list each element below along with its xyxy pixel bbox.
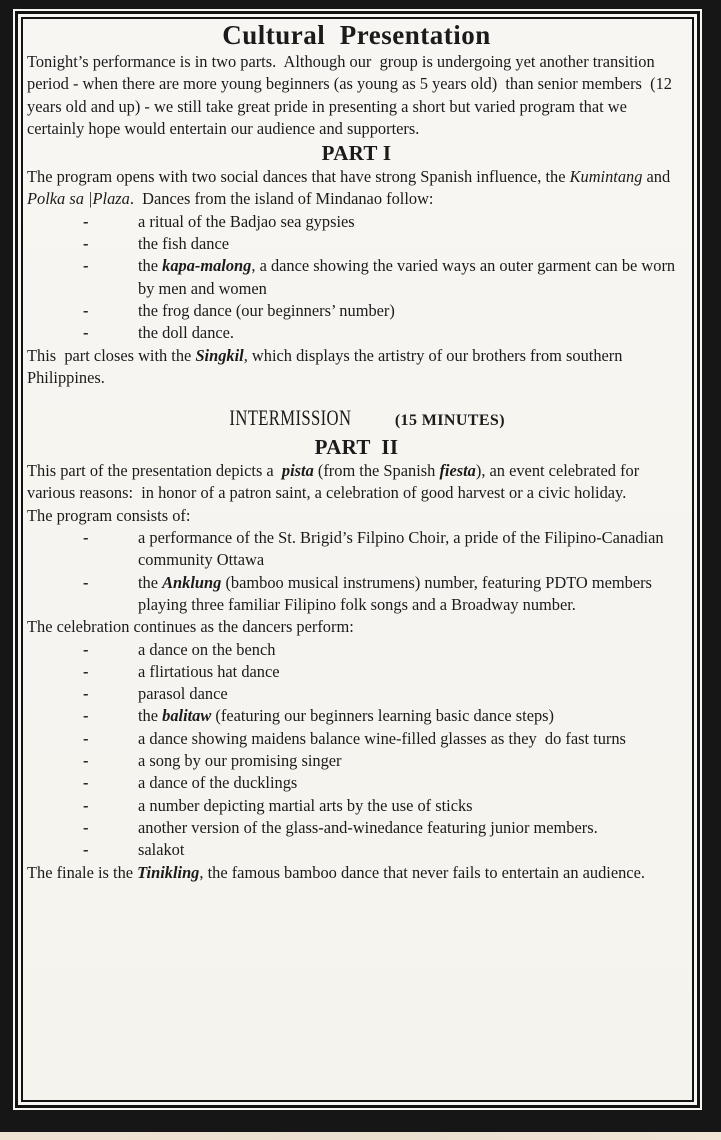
text-segment: the xyxy=(138,706,163,726)
text-segment: a dance showing maidens balance wine-filled glasses as they do fast turns xyxy=(138,728,626,748)
document-frame xyxy=(13,9,702,1110)
program-consists-label: The program consists of: xyxy=(27,505,191,525)
list-item xyxy=(27,255,686,300)
intermission-duration: (15 MINUTES) xyxy=(394,412,505,430)
list-item-dash: - xyxy=(83,684,89,704)
text-segment: This part of the presentation depicts a xyxy=(27,461,282,481)
list-item-dash: - xyxy=(83,773,89,793)
text-segment: a number depicting martial arts by the use of sticks xyxy=(138,795,473,815)
list-item xyxy=(27,211,686,233)
outer-border xyxy=(15,11,700,1108)
list-item xyxy=(27,750,686,772)
text-segment: (bamboo musical instrumens) number, featuring PDTO members playing three familiar Filipino folk songs and a Broadway number. xyxy=(138,572,657,614)
list-item xyxy=(27,795,686,817)
text-segment: The program opens with two social dances that have strong Spanish influence, the xyxy=(27,167,570,187)
text-segment: and xyxy=(642,167,675,187)
text-segment: another version of the glass-and-winedance featuring junior members. xyxy=(138,817,598,837)
text-segment: the fish dance xyxy=(138,234,230,254)
list-item xyxy=(27,839,686,861)
list-item-text xyxy=(138,300,686,322)
list-item xyxy=(27,233,686,255)
list-item xyxy=(27,705,686,727)
text-segment: (from the Spanish xyxy=(313,461,440,481)
part1-heading: PART I xyxy=(321,141,392,166)
list-item xyxy=(27,661,686,683)
intermission-label: INTERMISSION xyxy=(229,405,352,431)
text-segment: Polka sa |Plaza xyxy=(27,189,130,209)
list-item-dash: - xyxy=(83,256,89,276)
list-item-text xyxy=(138,795,686,817)
page-title: Cultural Presentation xyxy=(222,20,491,50)
text-segment: salakot xyxy=(138,840,185,860)
list-item-text xyxy=(138,750,686,772)
list-item xyxy=(27,322,686,344)
list-item-dash: - xyxy=(83,795,89,815)
text-segment: . Dances from the island of Mindanao follow: xyxy=(129,189,434,209)
text-segment: pista xyxy=(281,461,314,481)
text-segment: a dance of the ducklings xyxy=(138,773,298,793)
text-segment: parasol dance xyxy=(138,684,228,704)
list-item-dash: - xyxy=(83,706,89,726)
list-item xyxy=(27,639,686,661)
list-item-dash: - xyxy=(83,528,89,548)
list-item-dash: - xyxy=(83,639,89,659)
list-item-dash: - xyxy=(83,751,89,771)
list-item xyxy=(27,572,686,617)
text-segment: , a dance showing the varied ways an outer garment can be worn by men and women xyxy=(138,256,680,298)
text-segment: Kumintang xyxy=(569,167,643,187)
list-item-text xyxy=(138,728,686,750)
text-segment: (featuring our beginners learning basic dance steps) xyxy=(211,706,555,726)
list-item-text xyxy=(138,322,686,344)
text-segment: a performance of the St. Brigid’s Filpino Choir, a pride of the Filipino-Canadian community Ottawa xyxy=(138,528,668,570)
text-segment: ), an event celebrated for various reasons: in honor of a patron saint, a celebration of good harvest or a civic holiday. xyxy=(27,461,644,503)
text-segment: the xyxy=(138,256,163,276)
program-page xyxy=(27,19,686,884)
text-segment: the xyxy=(138,572,163,592)
part1-dance-list xyxy=(27,211,686,345)
part2-opening-paragraph xyxy=(27,460,686,505)
part1-opening-paragraph xyxy=(27,166,686,211)
list-item-dash: - xyxy=(83,661,89,681)
list-item-text xyxy=(138,683,686,705)
text-segment: a flirtatious hat dance xyxy=(138,661,280,681)
list-item-text xyxy=(138,233,686,255)
text-segment: , the famous bamboo dance that never fails to entertain an audience. xyxy=(199,862,645,882)
scan-bottom-strip xyxy=(0,1132,721,1140)
list-item-dash: - xyxy=(83,211,89,231)
text-segment: the doll dance. xyxy=(138,323,235,343)
list-item-text xyxy=(138,817,686,839)
list-item-text xyxy=(138,839,686,861)
list-item xyxy=(27,817,686,839)
text-segment: a song by our promising singer xyxy=(138,751,342,771)
celebration-label: The celebration continues as the dancers perform: xyxy=(27,617,354,637)
list-item xyxy=(27,527,686,572)
list-item xyxy=(27,683,686,705)
text-segment: a dance on the bench xyxy=(138,639,276,659)
part1-closing-paragraph xyxy=(27,345,686,390)
program-consists-list xyxy=(27,527,686,616)
text-segment: balitaw xyxy=(162,706,212,726)
list-item-text xyxy=(138,639,686,661)
list-item-text xyxy=(138,772,686,794)
inner-border xyxy=(21,17,694,1102)
text-segment: the frog dance (our beginners’ number) xyxy=(138,300,395,320)
list-item-dash: - xyxy=(83,572,89,592)
list-item xyxy=(27,772,686,794)
list-item-dash: - xyxy=(83,323,89,343)
list-item-dash: - xyxy=(83,300,89,320)
celebration-dance-list xyxy=(27,639,686,862)
list-item-text xyxy=(138,527,686,572)
list-item-text xyxy=(138,705,686,727)
list-item xyxy=(27,728,686,750)
list-item-text xyxy=(138,661,686,683)
text-segment: kapa-malong xyxy=(162,256,252,276)
text-segment: The finale is the xyxy=(27,862,138,882)
text-segment: Singkil xyxy=(195,345,244,365)
text-segment: , which displays the artistry of our brothers from southern Philippines. xyxy=(27,345,627,387)
list-item-dash: - xyxy=(83,234,89,254)
text-segment: Anklung xyxy=(162,572,222,592)
intro-paragraph: Tonight’s performance is in two parts. Although our group is undergoing yet another transition period - when there are more young beginners (as young as 5 years old) than senior members (12 years old and up) - we still take great pride in presenting a short but varied program that we certainly hope would entertain our audience and supporters. xyxy=(27,52,677,138)
intermission-row xyxy=(27,405,686,434)
list-item-dash: - xyxy=(83,840,89,860)
list-item-dash: - xyxy=(83,728,89,748)
list-item-dash: - xyxy=(83,817,89,837)
text-segment: fiesta xyxy=(439,461,476,481)
list-item-text xyxy=(138,572,686,617)
finale-paragraph xyxy=(27,862,686,884)
list-item-text xyxy=(138,211,686,233)
text-segment: Tinikling xyxy=(137,862,200,882)
text-segment: This part closes with the xyxy=(27,345,196,365)
list-item-text xyxy=(138,255,686,300)
part2-heading: PART II xyxy=(314,435,399,460)
text-segment: a ritual of the Badjao sea gypsies xyxy=(138,211,355,231)
list-item xyxy=(27,300,686,322)
